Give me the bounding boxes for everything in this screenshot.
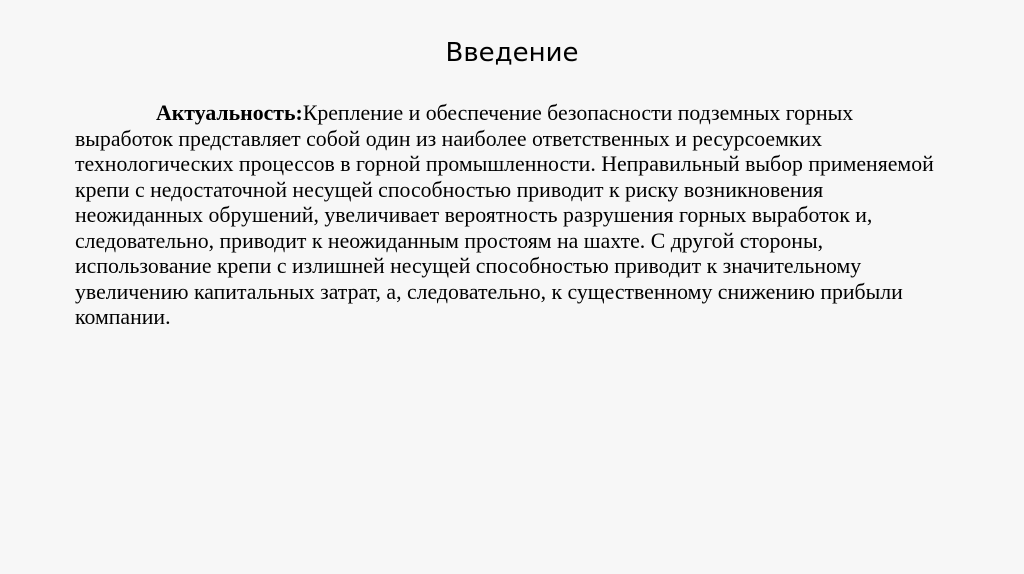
body-paragraph: [75, 101, 955, 331]
slide-title: Введение: [445, 38, 579, 68]
paragraph-text: Крепление и обеспечение безопасности подземных горных выработок представляет собой один из наиболее ответственных и ресурсоемких технологических процессов в горной промышленности. Неправильный выбор применяемой крепи с недостаточной несущей способностью приводит к риску возникновения неожиданных обрушений, увеличивает вероятность разрушения горных выработок и, следовательно, приводит к неожиданным простоям на шахте. С другой стороны, использование крепи с излишней несущей способностью приводит к значительному увеличению капитальных затрат, а, следовательно, к существенному снижению прибыли компании.: [75, 101, 934, 329]
paragraph-lead: Актуальность:: [156, 101, 303, 125]
